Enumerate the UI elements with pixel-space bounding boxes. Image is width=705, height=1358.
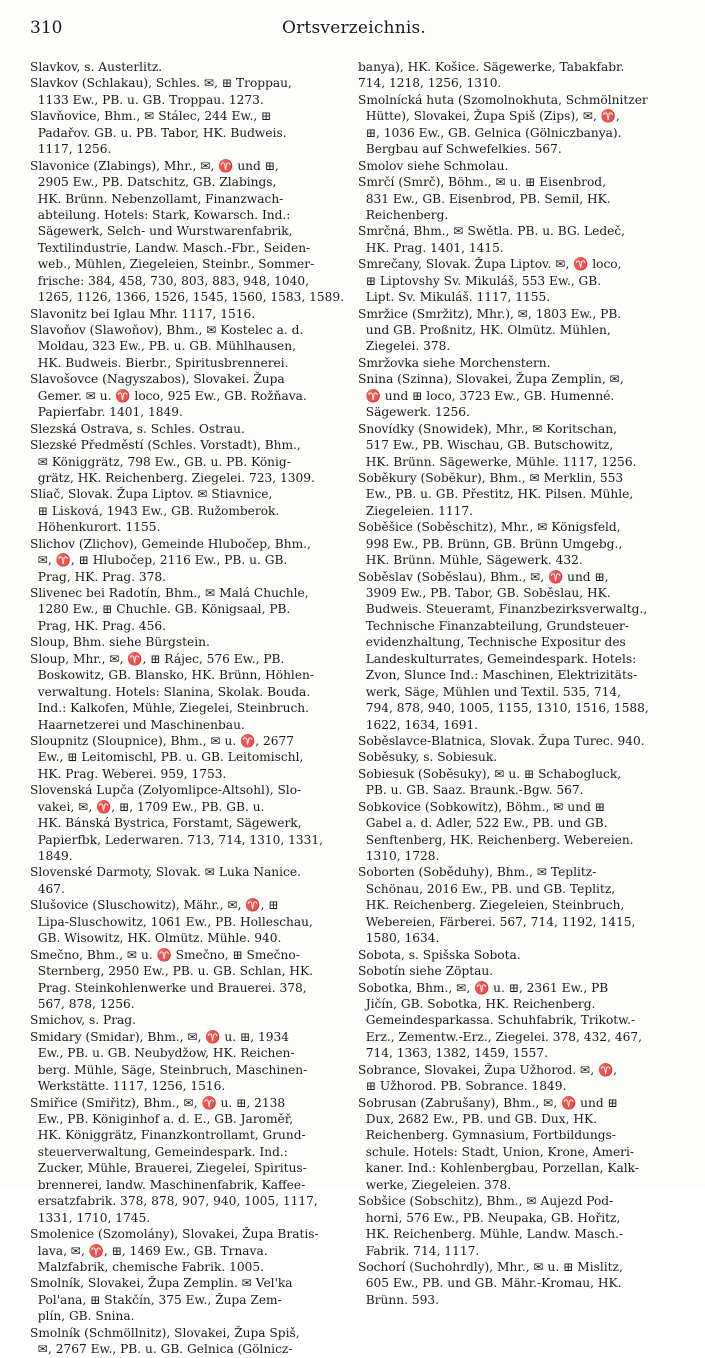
entry-line: Bergbau auf Schwefelkies. 567. bbox=[358, 142, 562, 157]
entry-line: Smiřice (Smiřitz), Bhm., ✉, ♈ u. ⊞, 2138 bbox=[30, 1095, 286, 1110]
entry-line: steuerverwaltung, Gemeindespark. Ind.: bbox=[30, 1144, 288, 1159]
entry-line: Reichenberg. Gymnasium, Fortbildungs- bbox=[358, 1128, 616, 1143]
entry-line: Gabel a. d. Adler, 522 Ew., PB. und GB. bbox=[358, 816, 608, 831]
entry-line: Papierfabr. 1401, 1849. bbox=[30, 405, 183, 420]
entry-line: Werkstätte. 1117, 1256, 1516. bbox=[30, 1079, 226, 1094]
entry-line: Sternberg, 2950 Ew., PB. u. GB. Schlan, HK. bbox=[30, 964, 314, 979]
entry-line: 1331, 1710, 1745. bbox=[30, 1210, 151, 1225]
entry-line: und GB. Proßnitz, HK. Olmütz. Mühlen, bbox=[358, 323, 611, 337]
entry-line: Smečno, Bhm., ✉ u. ♈ Smečno, ⊞ Smečno- bbox=[30, 947, 300, 962]
entry-line: Slavkov (Schlakau), Schles. ✉, ⊞ Troppau, bbox=[30, 76, 292, 91]
entry-line: Gemer. ✉ u. ♈ loco, 925 Ew., GB. Rožňava. bbox=[30, 388, 307, 403]
entry-line: ♈ und ⊞ loco, 3723 Ew., GB. Humenné. bbox=[358, 388, 615, 403]
entry-line: Sliač, Slovak. Župa Liptov. ✉ Stiavnice, bbox=[30, 487, 273, 502]
entry-line: ✉, 2767 Ew., PB. u. GB. Gelnica (Gölnicz- bbox=[30, 1342, 293, 1357]
entry-line: Soběsuky, s. Sobiesuk. bbox=[358, 750, 498, 765]
entry-line: Dux, 2682 Ew., PB. und GB. Dux, HK. bbox=[358, 1112, 597, 1126]
entry-line: 1622, 1634, 1691. bbox=[358, 717, 479, 732]
entry-line: ersatzfabrik. 378, 878, 907, 940, 1005, 1117, bbox=[30, 1194, 318, 1209]
page-number: 310 bbox=[30, 18, 63, 38]
right-column bbox=[358, 59, 680, 1308]
entry-line: Sägewerk. 1256. bbox=[358, 405, 470, 420]
entry-line: Schönau, 2016 Ew., PB. und GB. Teplitz, bbox=[358, 881, 616, 896]
entry-line: ⊞ Lisková, 1943 Ew., GB. Ružomberok. bbox=[30, 503, 280, 518]
entry-line: Smržice (Smržitz), Mhr.), ✉, 1803 Ew., PB. bbox=[358, 306, 622, 321]
entry-line: Sloup, Mhr., ✉, ♈, ⊞ Rájec, 576 Ew., PB. bbox=[30, 651, 285, 666]
entry-line: HK. Prag. 1401, 1415. bbox=[358, 240, 504, 255]
entry-line: 467. bbox=[30, 881, 65, 896]
entry-line: Smolenice (Szomolány), Slovakei, Župa Bratis- bbox=[30, 1227, 319, 1242]
entry-line: 714, 1218, 1256, 1310. bbox=[358, 76, 502, 91]
entry-line: Lipt. Sv. Mikuláš. 1117, 1155. bbox=[358, 290, 551, 305]
entry-line: Slovenské Darmoty, Slovak. ✉ Luka Nanice. bbox=[30, 865, 301, 880]
entry-line: Höhenkurort. 1155. bbox=[30, 520, 161, 535]
entry-line: HK. Königgrätz, Finanzkontrollamt, Grund- bbox=[30, 1128, 306, 1143]
entry-line: HK. Reichenberg. Mühle, Landw. Masch.- bbox=[358, 1227, 624, 1242]
entry-line: Landeskulturrates, Gemeindespark. Hotels: bbox=[358, 651, 637, 666]
entry-line: Sobota, s. Spišska Sobota. bbox=[358, 947, 521, 962]
entry-line: Sloup, Bhm. siehe Bürgstein. bbox=[30, 635, 210, 650]
entry-line: 1280 Ew., ⊞ Chuchle. GB. Königsaal, PB. bbox=[30, 602, 291, 617]
entry-line: plín, GB. Snina. bbox=[30, 1309, 135, 1324]
entry-line: Snovídky (Snowidek), Mhr., ✉ Koritschan, bbox=[358, 421, 617, 436]
entry-line: Ziegeleien. 1117. bbox=[358, 503, 474, 518]
entry-line: Malzfabrik, chemische Fabrik. 1005. bbox=[30, 1259, 265, 1274]
entry-line: Slavošovce (Nagyszabos), Slovakei. Župa bbox=[30, 372, 285, 387]
entry-line: Slovenská Lupča (Zolyomlipce-Altsohl), Slo- bbox=[30, 783, 302, 798]
entry-line: Sobotín siehe Zöptau. bbox=[358, 964, 494, 979]
entry-line: schule. Hotels: Stadt, Union, Krone, Ameri- bbox=[358, 1144, 634, 1159]
entry-line: Ew., PB. u. GB. Neubydžow, HK. Reichen- bbox=[30, 1046, 295, 1061]
entry-line: 567, 878, 1256. bbox=[30, 996, 135, 1011]
entry-line: Pol'ana, ⊞ Stakčín, 375 Ew., Župa Zem- bbox=[30, 1292, 282, 1307]
entry-line: Sobrance, Slovakei, Župa Užhorod. ✉, ♈, bbox=[358, 1062, 618, 1077]
entry-line: Smichov, s. Prag. bbox=[30, 1013, 136, 1028]
left-column bbox=[30, 59, 352, 1358]
entry-line: Soběslavce-Blatnica, Slovak. Župa Turec. 940. bbox=[358, 733, 645, 748]
entry-line: HK. Reichenberg. Ziegeleien, Steinbruch, bbox=[358, 898, 625, 913]
entry-line: Zvon, Slunce Ind.: Maschinen, Elektrizitäts- bbox=[358, 668, 638, 683]
entry-line: horni, 576 Ew., PB. Neupaka, GB. Hořitz, bbox=[358, 1210, 621, 1225]
entry-line: Prag. Steinkohlenwerke und Brauerei. 378, bbox=[30, 980, 307, 995]
entry-line: 1310, 1728. bbox=[358, 849, 440, 863]
entry-line: Jičín, GB. Sobotka, HK. Reichenberg. bbox=[358, 996, 596, 1011]
entry-line: Budweis. Steueramt, Finanzbezirksverwaltg., bbox=[358, 602, 648, 617]
entry-line: Smolnícká huta (Szomolnokhuta, Schmölnitzer bbox=[358, 92, 648, 107]
entry-line: Sochorí (Suchohrdly), Mhr., ✉ u. ⊞ Mislitz, bbox=[358, 1259, 623, 1274]
entry-line: berg. Mühle, Säge, Steinbruch, Maschinen- bbox=[30, 1062, 308, 1077]
entry-line: evidenzhaltung, Technische Expositur des bbox=[358, 635, 626, 650]
entry-line: Hütte), Slovakei, Župa Spiš (Zips), ✉, ♈, bbox=[358, 109, 620, 124]
entry-line: Slavonice (Zlabings), Mhr., ✉, ♈ und ⊞, bbox=[30, 158, 279, 173]
entry-line: PB. u. GB. Saaz. Braunk.-Bgw. 567. bbox=[358, 783, 584, 798]
entry-line: Sobiesuk (Soběsuky), ✉ u. ⊞ Schabogluck, bbox=[358, 766, 622, 781]
page-header bbox=[30, 18, 678, 40]
entry-line: Fabrik. 714, 1117. bbox=[358, 1243, 480, 1258]
entry-line: verwaltung. Hotels: Slanina, Skolak. Bouda. bbox=[30, 684, 311, 699]
entry-line: Sobšice (Sobschitz), Bhm., ✉ Aujezd Pod- bbox=[358, 1194, 614, 1209]
entry-line: Sloupnitz (Sloupnice), Bhm., ✉ u. ♈, 2677 bbox=[30, 733, 295, 748]
entry-line: HK. Brünn. Nebenzollamt, Finanzwach- bbox=[30, 191, 284, 206]
entry-line: werk, Säge, Mühlen und Textil. 535, 714, bbox=[358, 684, 621, 699]
entry-line: Sobrusan (Zabrušany), Bhm., ✉, ♈ und ⊞ bbox=[358, 1095, 618, 1110]
entry-line: Lipa-Sluschowitz, 1061 Ew., PB. Holleschau, bbox=[30, 914, 313, 929]
entry-line: Slichov (Zlichov), Gemeinde Hlubočep, Bhm., bbox=[30, 536, 311, 551]
entry-line: brennerei, landw. Maschinenfabrik, Kaffee- bbox=[30, 1177, 306, 1192]
entry-line: Smrčí (Smrč), Böhm., ✉ u. ⊞ Eisenbrod, bbox=[358, 175, 606, 190]
entry-line: HK. Brünn. Mühle, Sägewerk. 432. bbox=[358, 553, 583, 568]
entry-line: 794, 878, 940, 1005, 1155, 1310, 1516, 1588, bbox=[358, 701, 649, 716]
entry-line: Prag, HK. Prag. 378. bbox=[30, 569, 167, 584]
entry-line: Ind.: Kalkofen, Mühle, Ziegelei, Steinbruch. bbox=[30, 701, 309, 716]
entry-line: Haarnetzerei und Maschinenbau. bbox=[30, 717, 245, 732]
entry-line: ⊞ Užhorod. PB. Sobrance. 1849. bbox=[358, 1079, 567, 1094]
entry-line: 517 Ew., PB. Wischau, GB. Butschowitz, bbox=[358, 438, 614, 453]
entry-line: Smrčná, Bhm., ✉ Swětla. PB. u. BG. Ledeč, bbox=[358, 224, 626, 239]
entry-line: Slavoňov (Slawoňov), Bhm., ✉ Kostelec a. d. bbox=[30, 323, 304, 337]
entry-line: Ew., ⊞ Leitomischl, PB. u. GB. Leitomischl, bbox=[30, 750, 304, 765]
entry-line: Slivenec bei Radotín, Bhm., ✉ Malá Chuchle, bbox=[30, 586, 309, 600]
entry-line: Moldau, 323 Ew., PB. u. GB. Mühlhausen, bbox=[30, 339, 296, 354]
entry-line: Slavňovice, Bhm., ✉ Stálec, 244 Ew., ⊞ bbox=[30, 109, 272, 124]
entry-line: ⊞ Liptovshy Sv. Mikuláš, 553 Ew., GB. bbox=[358, 273, 602, 288]
entry-line: 714, 1363, 1382, 1459, 1557. bbox=[358, 1046, 548, 1061]
entry-line: Sägewerk, Selch- und Wurstwarenfabrik, bbox=[30, 224, 293, 239]
entry-line: 1849. bbox=[30, 849, 73, 863]
entry-line: Soběkury (Sobĕkur), Bhm., ✉ Merklin, 553 bbox=[358, 470, 624, 485]
entry-line: Slezská Ostrava, s. Schles. Ostrau. bbox=[30, 421, 245, 436]
entry-line: 1133 Ew., PB. u. GB. Troppau. 1273. bbox=[30, 92, 264, 107]
entry-line: Slušovice (Sluschowitz), Mähr., ✉, ♈, ⊞ bbox=[30, 898, 279, 913]
entry-line: Ew., PB. Königinhof a. d. E., GB. Jaroměř, bbox=[30, 1112, 294, 1126]
entry-line: ⊞, 1036 Ew., GB. Gelnica (Gölniczbanya). bbox=[358, 125, 622, 140]
entry-line: Sobkovice (Sobkowitz), Böhm., ✉ und ⊞ bbox=[358, 799, 606, 814]
entry-line: Papierfbk, Lederwaren. 713, 714, 1310, 1331, bbox=[30, 832, 324, 847]
entry-line: Slavkov, s. Austerlitz. bbox=[30, 60, 163, 74]
entry-line: 998 Ew., PB. Brünn, GB. Brünn Umgebg., bbox=[358, 536, 623, 551]
entry-line: Soborten (Soběduhy), Bhm., ✉ Teplitz- bbox=[358, 865, 597, 880]
entry-line: Prag, HK. Prag. 456. bbox=[30, 618, 167, 633]
entry-line: frische: 384, 458, 730, 803, 883, 948, 1040, bbox=[30, 273, 310, 288]
entry-line: vakei, ✉, ♈, ⊞, 1709 Ew., PB. GB. u. bbox=[30, 799, 265, 814]
entry-line: 3909 Ew., PB. Tabor, GB. Soběslau, HK. bbox=[358, 586, 611, 600]
entry-line: ✉, ♈, ⊞ Hlubočep, 2116 Ew., PB. u. GB. bbox=[30, 553, 288, 568]
entry-line: Ziegelei. 378. bbox=[358, 339, 451, 354]
entry-line: Soběšice (Soběschitz), Mhr., ✉ Königsfeld, bbox=[358, 520, 621, 535]
entry-line: 831 Ew., GB. Eisenbrod, PB. Semil, HK. bbox=[358, 191, 611, 206]
entry-line: HK. Budweis. Bierbr., Spiritusbrennerei. bbox=[30, 355, 289, 370]
entry-line: Technische Finanzabteilung, Grundsteuer- bbox=[358, 618, 629, 633]
entry-line: Webereien, Färberei. 567, 714, 1192, 1415, bbox=[358, 914, 636, 929]
entry-line: 1265, 1126, 1366, 1526, 1545, 1560, 1583, 1589. bbox=[30, 290, 344, 305]
entry-line: Gemeindesparkassa. Schuhfabrik, Trikotw.- bbox=[358, 1013, 636, 1028]
entry-line: Slavonitz bei Iglau Mhr. 1117, 1516. bbox=[30, 306, 256, 321]
entry-line: grätz, HK. Reichenberg. Ziegelei. 723, 1309. bbox=[30, 470, 315, 485]
entry-line: lava, ✉, ♈, ⊞, 1469 Ew., GB. Trnava. bbox=[30, 1243, 268, 1258]
entry-line: Smolov siehe Schmolau. bbox=[358, 158, 509, 173]
entry-line: Smolník (Schmöllnitz), Slovakei, Župa Spiš, bbox=[30, 1325, 300, 1340]
entry-line: Boskowitz, GB. Blansko, HK. Brünn, Höhlen- bbox=[30, 668, 315, 683]
entry-line: Snina (Szinna), Slovakei, Župa Zemplin, ✉, bbox=[358, 372, 624, 387]
entry-line: Smidary (Smidar), Bhm., ✉, ♈ u. ⊞, 1934 bbox=[30, 1029, 289, 1044]
entry-line: Senftenberg, HK. Reichenberg. Webereien. bbox=[358, 832, 634, 847]
entry-line: Reichenberg. bbox=[358, 207, 449, 222]
entry-line: web., Mühlen, Ziegeleien, Steinbr., Sommer- bbox=[30, 257, 315, 272]
entry-line: Textilindustrie, Landw. Masch.-Fbr., Seiden- bbox=[30, 240, 311, 255]
entry-line: Sobotka, Bhm., ✉, ♈ u. ⊞, 2361 Ew., PB bbox=[358, 980, 609, 995]
entry-line: 605 Ew., PB. und GB. Mähr.-Kromau, HK. bbox=[358, 1276, 622, 1291]
entry-line: 1580, 1634. bbox=[358, 931, 440, 946]
entry-line: Smrečany, Slovak. Župa Liptov. ✉, ♈ loco, bbox=[358, 257, 622, 272]
entry-line: Padařov. GB. u. PB. Tabor, HK. Budweis. bbox=[30, 125, 287, 140]
entry-line: banya), HK. Košice. Sägewerke, Tabakfabr. bbox=[358, 60, 625, 74]
entry-line: Soběslav (Soběslau), Bhm., ✉, ♈ und ⊞, bbox=[358, 569, 609, 584]
entry-line: GB. Wisowitz, HK. Olmütz. Mühle. 940. bbox=[30, 931, 282, 946]
entry-line: Erz., Zementw.-Erz., Ziegelei. 378, 432, 467, bbox=[358, 1029, 642, 1044]
entry-line: Smržovka siehe Morchenstern. bbox=[358, 355, 551, 370]
entry-line: 1117, 1256. bbox=[30, 142, 112, 157]
running-title: Ortsverzeichnis. bbox=[281, 18, 427, 38]
entry-line: abteilung. Hotels: Stark, Kowarsch. Ind.: bbox=[30, 207, 291, 222]
entry-line: Ew., PB. u. GB. Přestitz, HK. Pilsen. Mühle, bbox=[358, 487, 634, 502]
entry-line: HK. Bánská Bystrica, Forstamt, Sägewerk, bbox=[30, 816, 302, 831]
entry-line: 2905 Ew., PB. Datschitz, GB. Zlabings, bbox=[30, 175, 277, 190]
entry-line: Brünn. 593. bbox=[358, 1292, 439, 1307]
entry-line: ✉ Königgrätz, 798 Ew., GB. u. PB. König- bbox=[30, 454, 291, 469]
entry-line: kaner. Ind.: Kohlenbergbau, Porzellan, Kalk- bbox=[358, 1161, 639, 1176]
entry-line: werke, Ziegeleien. 378. bbox=[358, 1177, 512, 1192]
entry-line: Zucker, Mühle, Brauerei, Ziegelei, Spiritus- bbox=[30, 1161, 307, 1176]
entry-line: Smolník, Slovakei, Župa Zemplin. ✉ Vel'ka bbox=[30, 1276, 293, 1291]
entry-line: Slezské Předměstí (Schles. Vorstadt), Bhm., bbox=[30, 438, 301, 453]
entry-line: HK. Prag. Weberei. 959, 1753. bbox=[30, 766, 227, 781]
entry-line: HK. Brünn. Sägewerke, Mühle. 1117, 1256. bbox=[358, 454, 637, 469]
